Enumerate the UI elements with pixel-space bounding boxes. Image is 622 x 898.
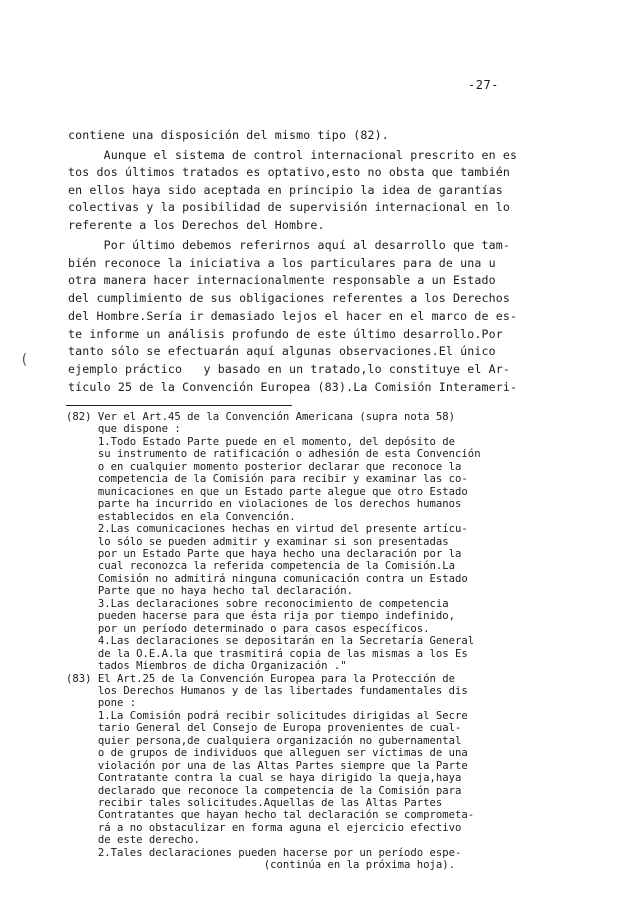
footnote-line: (82) Ver el Art.45 de la Convención Americana (supra nota 58) (66, 411, 456, 423)
footnote-line: 2.Las comunicaciones hechas en virtud del presente artícu- (66, 523, 468, 535)
margin-mark: ( (20, 352, 29, 368)
body-line: en ellos haya sido aceptada en principio la idea de garantías (68, 183, 503, 197)
body-line: tos dos últimos tratados es optativo,esto no obsta que también (68, 165, 511, 179)
footnote-line: o en cualquier momento posterior declarar que reconoce la (66, 460, 462, 473)
body-line: tanto sólo se efectuarán aquí algunas observaciones.El único (68, 344, 496, 358)
footnote-separator (66, 405, 292, 406)
footnote-line: (83) El Art.25 de la Convención Europea para la Protección de (66, 672, 456, 685)
footnote-line: su instrumento de ratificación o adhesión de esta Convención (66, 448, 481, 461)
body-line: referente a los Derechos del Hombre. (68, 218, 325, 232)
body-line: bién reconoce la iniciativa a los particulares para de una u (68, 256, 496, 270)
footnote-line: cual reconozca la referida competencia de la Comisión.La (66, 560, 456, 573)
footnote-line: violación por una de las Altas Partes siempre que la Parte (66, 759, 468, 772)
body-line: del Hombre.Sería ir demasiado lejos el hacer en el marco de es- (68, 309, 518, 323)
body-line: te informe un análisis profundo de este último desarrollo.Por (68, 327, 503, 341)
body-line: Por último debemos referirnos aquí al desarrollo que tam- (68, 238, 511, 252)
footnote-line: recibir tales solicitudes.Aquellas de las Altas Partes (66, 797, 443, 809)
footnote-line: (continúa en la próxima hoja). (66, 859, 456, 872)
footnote-line: 3.Las declaraciones sobre reconocimiento de competencia (66, 597, 449, 610)
footnote-line: establecidos en ela Convención. (66, 510, 296, 523)
footnote-line: por un Estado Parte que haya hecho una declaración por la (66, 548, 462, 560)
footnote-line: que dispone : (66, 423, 181, 436)
footnote-line: tados Miembros de dicha Organización ." (66, 660, 347, 672)
body-line: colectivas y la posibilidad de supervisión internacional en lo (68, 200, 511, 214)
footnote-line: rá a no obstaculizar en forma aguna el ejercicio efectivo (66, 821, 462, 834)
footnote-line: Contratantes que hayan hecho tal declaración se comprometa- (66, 809, 475, 822)
body-line: ejemplo práctico y basado en un tratado,lo constituye el Ar- (68, 362, 511, 376)
footnote-line: Comisión no admitirá ninguna comunicación contra un Estado (66, 572, 468, 585)
footnote-line: de la O.E.A.la que trasmitirá copia de las mismas a los Es (66, 647, 468, 660)
body-line: tículo 25 de la Convención Europea (83).La Comisión Interameri- (68, 380, 518, 394)
footnote-line: de este derecho. (66, 834, 200, 847)
footnote-line: los Derechos Humanos y de las libertades fundamentales dis (66, 684, 468, 697)
footnote-line: Contratante contra la cual se haya dirigido la queja,haya (66, 772, 462, 784)
footnote-line: parte ha incurrido en violaciones de los derechos humanos (66, 498, 462, 511)
footnote-line: pueden hacerse para que ésta rija por tiempo indefinido, (66, 610, 456, 623)
footnote-line: 1.Todo Estado Parte puede en el momento, del depósito de (66, 435, 456, 448)
footnote-line: Parte que no haya hecho tal declaración. (66, 585, 354, 598)
footnote-line: tario General del Consejo de Europa provenientes de cual- (66, 722, 462, 735)
footnote-line: municaciones en que un Estado parte alegue que otro Estado (66, 485, 468, 498)
footnote-line: competencia de la Comisión para recibir y examinar las co- (66, 473, 468, 486)
footnote-line: 4.Las declaraciones se depositarán en la Secretaría General (66, 635, 475, 648)
body-line: Aunque el sistema de control internacional prescrito en es (68, 148, 518, 162)
footnote-line: por un período determinado o para casos específicos. (66, 622, 430, 635)
footnote-line: o de grupos de individuos que alleguen ser víctimas de una (66, 747, 468, 760)
footnote-line: 1.La Comisión podrá recibir solicitudes dirigidas al Secre (66, 709, 468, 722)
footnote-line: declarado que reconoce la competencia de la Comisión para (66, 784, 462, 797)
body-line: otra manera hacer internacionalmente responsable a un Estado (68, 273, 496, 287)
footnote-line: 2.Tales declaraciones pueden hacerse por un período espe- (66, 846, 462, 859)
body-line: contiene una disposición del mismo tipo (82). (68, 128, 389, 142)
page-number: -27- (468, 78, 499, 92)
body-line: del cumplimiento de sus obligaciones referentes a los Derechos (68, 291, 511, 305)
footnote-line: lo sólo se pueden admitir y examinar si son presentadas (66, 535, 449, 548)
footnote-line: pone : (66, 697, 137, 710)
footnote-line: quier persona,de cualquiera organización no gubernamental (66, 734, 462, 747)
